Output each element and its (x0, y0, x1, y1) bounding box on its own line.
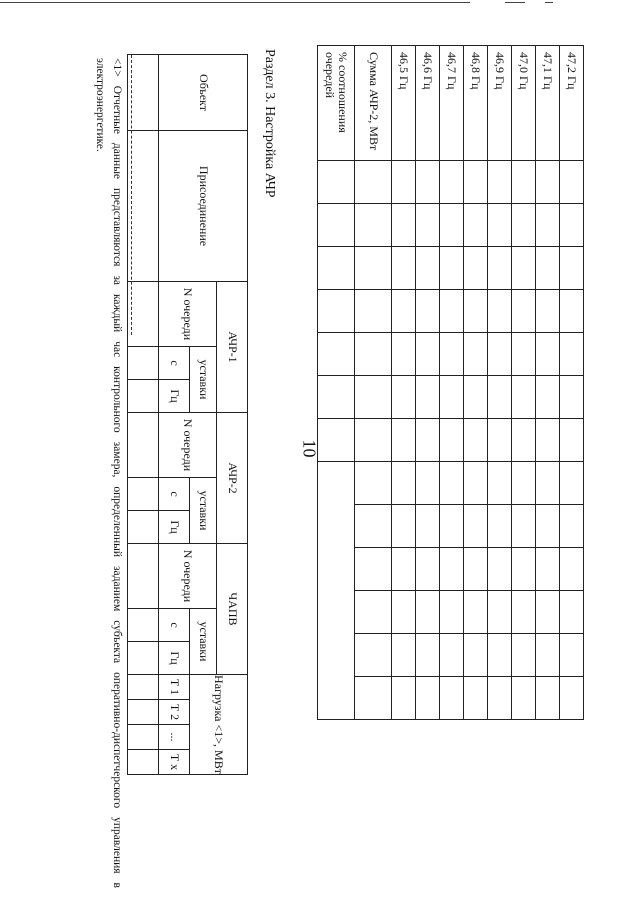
data-cell (536, 161, 560, 204)
table-row (392, 46, 416, 720)
table-row (128, 55, 159, 775)
data-cell (488, 333, 512, 376)
data-cell (318, 204, 355, 247)
data-cell (392, 419, 416, 462)
data-cell (536, 462, 560, 505)
data-cell (536, 204, 560, 247)
data-cell (560, 634, 584, 677)
data-cell (512, 161, 536, 204)
data-cell (512, 634, 536, 677)
row-label: % соотношения очередей (318, 46, 355, 161)
achr1-settings: уставки (190, 347, 217, 413)
data-cell (355, 505, 392, 548)
data-cell (355, 161, 392, 204)
data-cell (355, 591, 392, 634)
data-cell (318, 333, 355, 376)
data-cell (512, 591, 536, 634)
data-cell (560, 376, 584, 419)
chapv-n-queue: N очереди (159, 544, 217, 609)
data-cell (536, 505, 560, 548)
load-t1: Т 1 (159, 675, 190, 700)
data-cell (560, 462, 584, 505)
data-cell (416, 333, 440, 376)
data-cell (440, 376, 464, 419)
data-cell (392, 548, 416, 591)
data-cell (440, 505, 464, 548)
data-cell (560, 247, 584, 290)
table-row (512, 46, 536, 720)
row-label: 47,1 Гц (536, 46, 560, 161)
data-cell (488, 462, 512, 505)
achr1-sec: с (159, 347, 190, 380)
table-row (464, 46, 488, 720)
data-cell (536, 677, 560, 720)
data-cell (355, 677, 392, 720)
row-label: Сумма АЧР-2, МВт (355, 46, 392, 161)
data-cell (464, 505, 488, 548)
data-cell (512, 204, 536, 247)
col-achr1: АЧР-1 (217, 282, 248, 413)
row-label: 47,2 Гц (560, 46, 584, 161)
data-cell (440, 591, 464, 634)
chapv-hz: Гц (159, 642, 190, 675)
data-cell (560, 548, 584, 591)
data-cell (392, 161, 416, 204)
data-cell (560, 505, 584, 548)
col-chapv: ЧАПВ (217, 544, 248, 675)
data-cell (318, 290, 355, 333)
data-cell (512, 290, 536, 333)
data-cell (392, 247, 416, 290)
data-cell (536, 247, 560, 290)
data-cell (440, 333, 464, 376)
data-cell (355, 548, 392, 591)
data-cell (512, 548, 536, 591)
data-cell (416, 548, 440, 591)
data-cell (392, 204, 416, 247)
footnote: <1> Отчетные данные представляются за каждый час контрольного замера, определенный заданием субъекта оперативно-диспетчерского управления в электроэнергетике. (94, 58, 123, 888)
frequency-table (317, 45, 584, 720)
data-cell (392, 634, 416, 677)
col-load: Нагрузка <1>, МВт (190, 675, 248, 775)
load-tx: Т х (159, 750, 190, 775)
achr1-n-queue: N очереди (159, 282, 217, 347)
load-dots: ... (159, 725, 190, 750)
data-cell (536, 333, 560, 376)
data-cell (536, 548, 560, 591)
data-cell (392, 591, 416, 634)
chapv-sec: с (159, 609, 190, 642)
data-cell (488, 634, 512, 677)
data-cell (464, 161, 488, 204)
table-row (488, 46, 512, 720)
data-cell (488, 161, 512, 204)
table-row (318, 46, 355, 720)
row-label: 46,8 Гц (464, 46, 488, 161)
achr2-settings: уставки (190, 478, 217, 544)
achr1-hz: Гц (159, 380, 190, 413)
data-cell (512, 247, 536, 290)
data-cell (536, 591, 560, 634)
data-cell (318, 462, 355, 720)
data-cell (318, 376, 355, 419)
table-row (560, 46, 584, 720)
col-achr2: АЧР-2 (217, 413, 248, 544)
data-cell (464, 419, 488, 462)
data-cell (416, 376, 440, 419)
data-cell (416, 419, 440, 462)
data-cell (464, 290, 488, 333)
data-cell (488, 247, 512, 290)
data-cell (464, 462, 488, 505)
data-cell (488, 548, 512, 591)
data-cell (392, 462, 416, 505)
data-cell (488, 376, 512, 419)
data-cell (488, 677, 512, 720)
data-cell (560, 591, 584, 634)
data-cell (355, 333, 392, 376)
data-cell (512, 376, 536, 419)
row-label: 47,0 Гц (512, 46, 536, 161)
data-cell (464, 247, 488, 290)
row-label: 46,7 Гц (440, 46, 464, 161)
data-cell (392, 333, 416, 376)
data-cell (560, 204, 584, 247)
footnote-rule (131, 55, 132, 335)
data-cell (560, 419, 584, 462)
data-cell (488, 204, 512, 247)
data-cell (392, 677, 416, 720)
achr2-n-queue: N очереди (159, 413, 217, 478)
data-cell (464, 333, 488, 376)
data-cell (440, 462, 464, 505)
data-cell (416, 634, 440, 677)
data-cell (536, 419, 560, 462)
data-cell (392, 505, 416, 548)
chapv-settings: уставки (190, 609, 217, 675)
data-cell (416, 677, 440, 720)
achr2-sec: с (159, 478, 190, 511)
data-cell (392, 376, 416, 419)
table-row (355, 46, 392, 720)
data-cell (355, 290, 392, 333)
data-cell (416, 591, 440, 634)
data-cell (416, 462, 440, 505)
load-t2: Т 2 (159, 700, 190, 725)
data-cell (464, 204, 488, 247)
data-cell (416, 204, 440, 247)
section-title: Раздел 3. Настройка АЧР (262, 49, 277, 198)
data-cell (560, 333, 584, 376)
data-cell (560, 677, 584, 720)
data-cell (416, 247, 440, 290)
data-cell (440, 247, 464, 290)
data-cell (355, 634, 392, 677)
row-label: 46,5 Гц (392, 46, 416, 161)
data-cell (512, 333, 536, 376)
data-cell (560, 161, 584, 204)
table-row (416, 46, 440, 720)
data-cell (464, 634, 488, 677)
data-cell (488, 419, 512, 462)
data-cell (318, 161, 355, 204)
data-cell (536, 290, 560, 333)
achr2-hz: Гц (159, 511, 190, 544)
data-cell (355, 204, 392, 247)
col-object: Объект (159, 55, 248, 131)
data-cell (440, 204, 464, 247)
data-cell (440, 634, 464, 677)
achr-settings-table (127, 54, 248, 775)
data-cell (355, 376, 392, 419)
data-cell (416, 505, 440, 548)
data-cell (464, 677, 488, 720)
data-cell (355, 419, 392, 462)
data-cell (318, 247, 355, 290)
data-cell (440, 419, 464, 462)
data-cell (440, 161, 464, 204)
row-label: 46,6 Гц (416, 46, 440, 161)
data-cell (440, 548, 464, 591)
data-cell (392, 290, 416, 333)
data-cell (488, 591, 512, 634)
data-cell (416, 161, 440, 204)
col-connection: Присоединение (159, 131, 248, 282)
table-row (440, 46, 464, 720)
data-cell (488, 505, 512, 548)
data-cell (416, 290, 440, 333)
page-number: 10 (299, 439, 320, 458)
data-cell (355, 247, 392, 290)
data-cell (512, 677, 536, 720)
data-cell (440, 677, 464, 720)
data-cell (536, 376, 560, 419)
data-cell (464, 591, 488, 634)
data-cell (536, 634, 560, 677)
data-cell (464, 376, 488, 419)
table-row (536, 46, 560, 720)
data-cell (488, 290, 512, 333)
data-cell (560, 290, 584, 333)
data-cell (355, 462, 392, 505)
data-cell (318, 419, 355, 462)
data-cell (512, 462, 536, 505)
data-cell (512, 505, 536, 548)
data-cell (464, 548, 488, 591)
data-cell (512, 419, 536, 462)
row-label: 46,9 Гц (488, 46, 512, 161)
data-cell (440, 290, 464, 333)
